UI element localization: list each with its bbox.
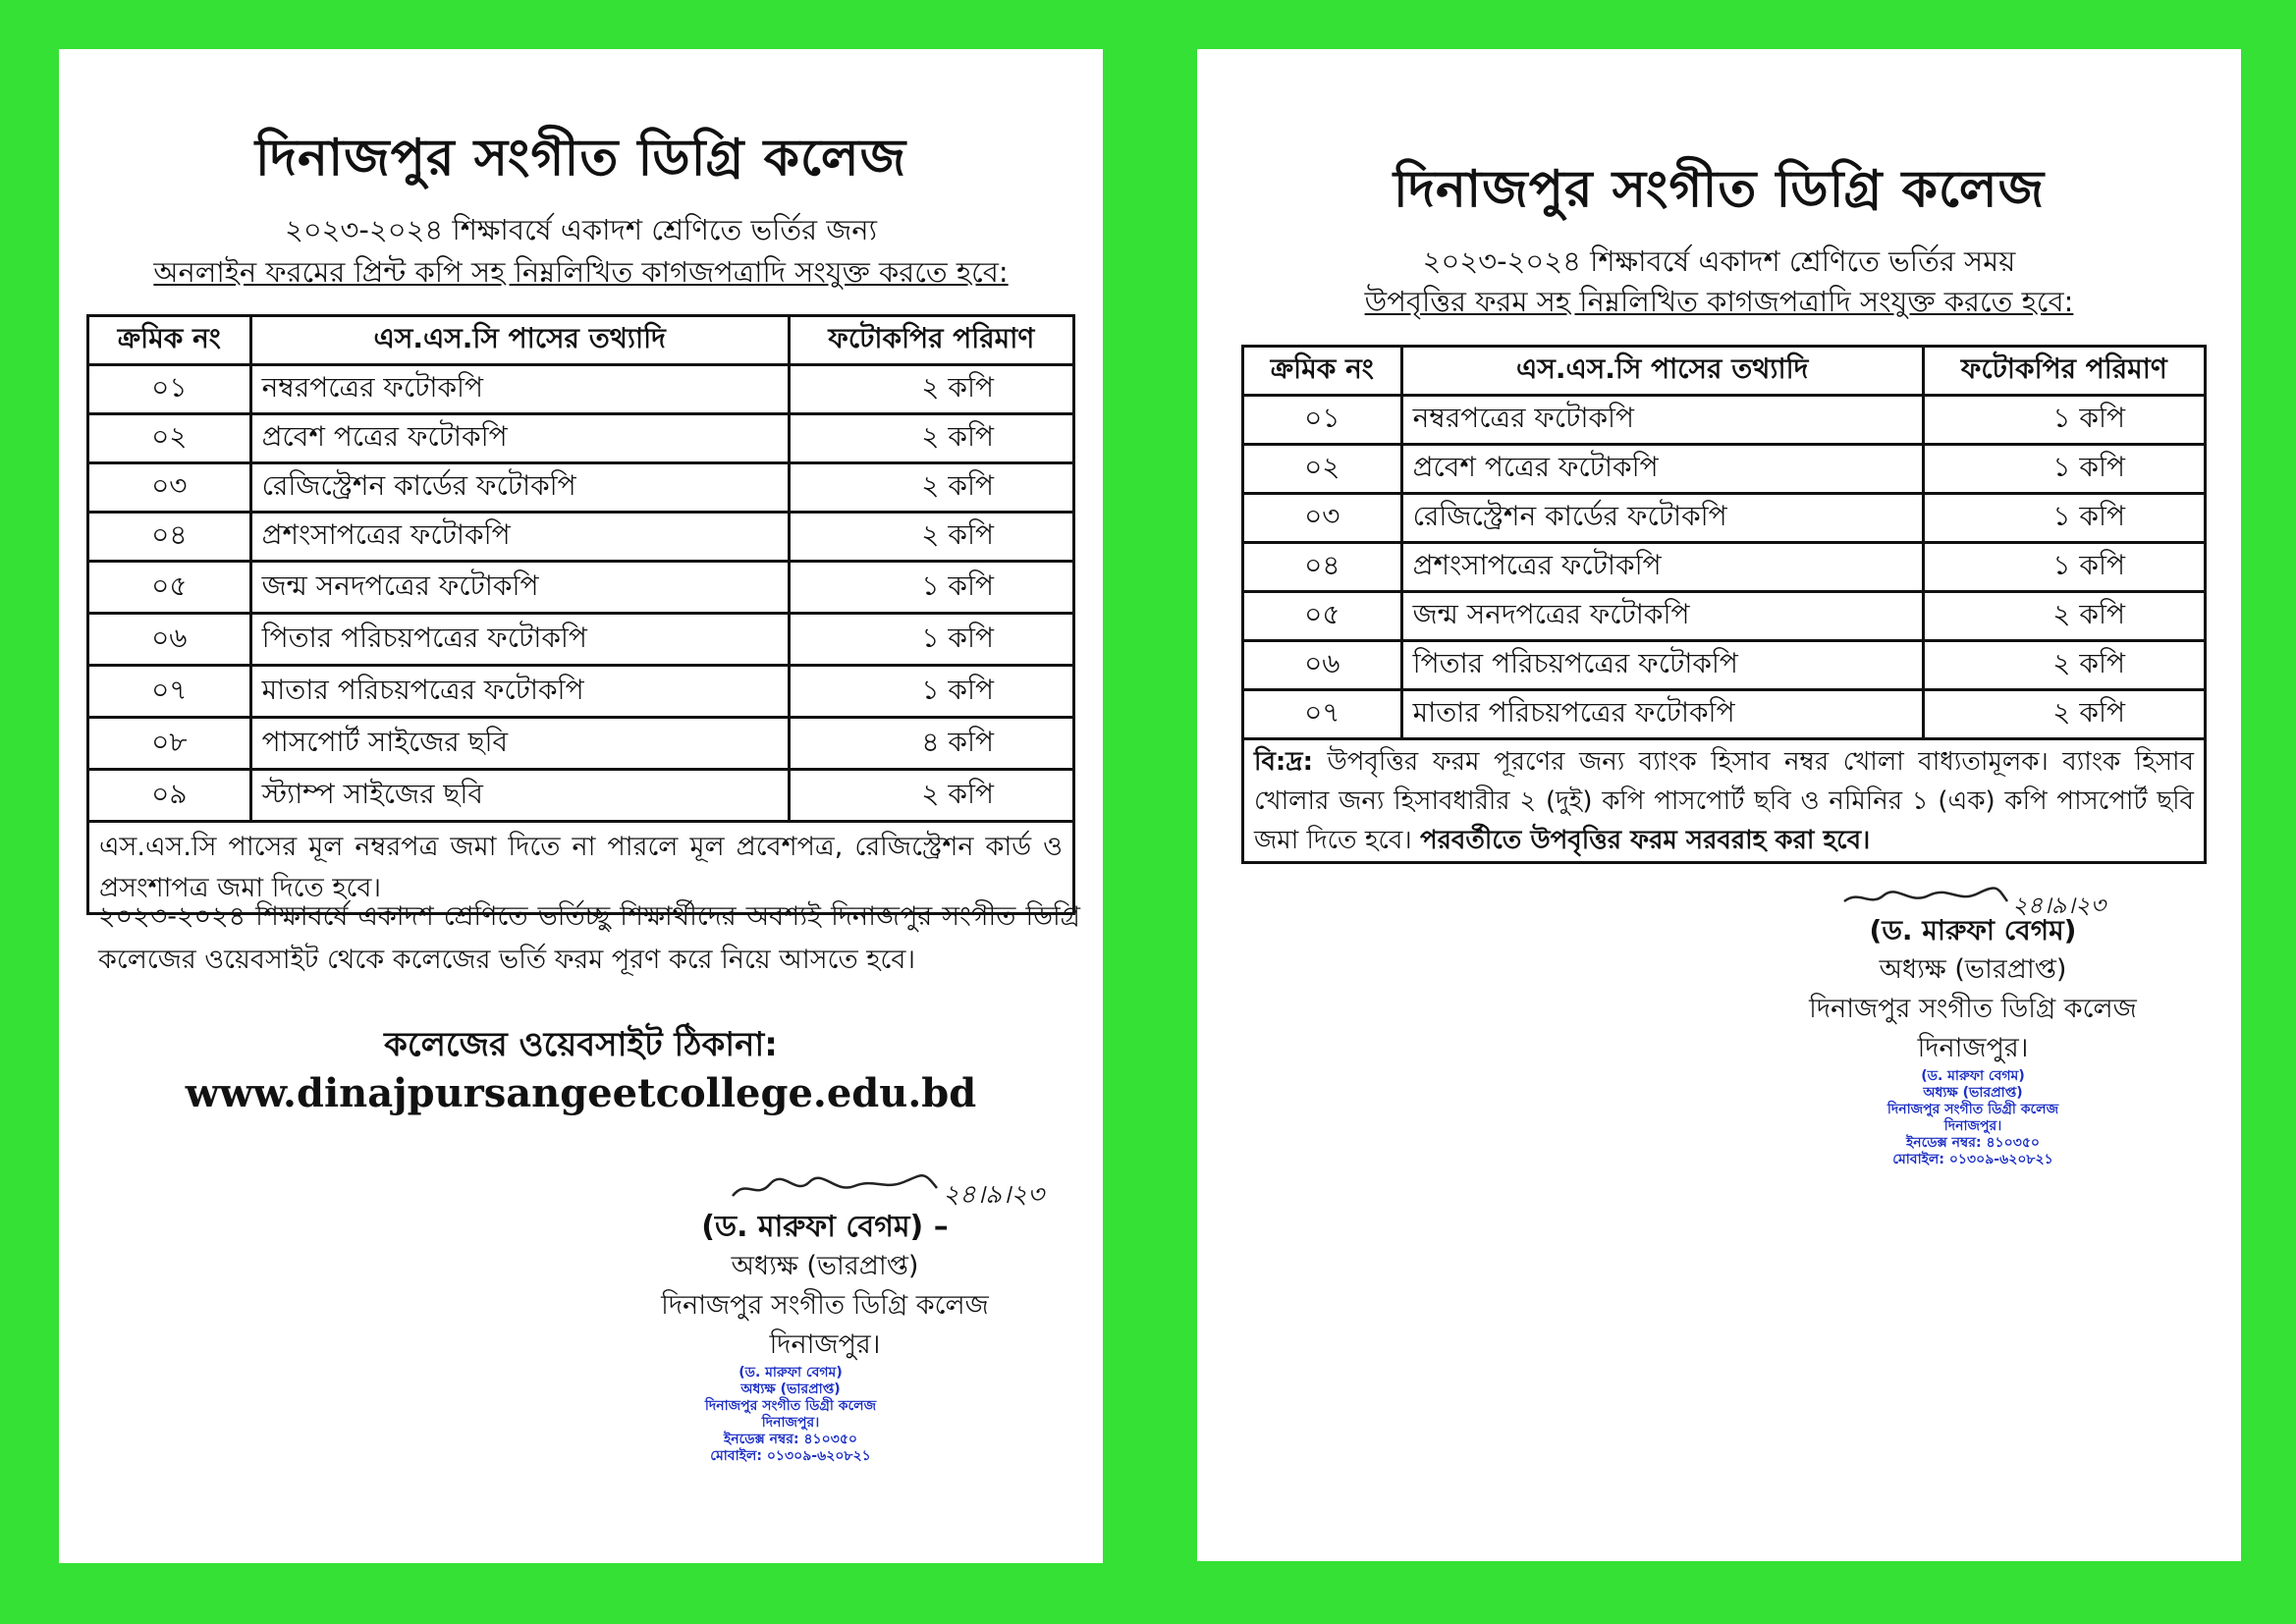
- row-quantity: ২ কপি: [789, 770, 1073, 822]
- signer-role: অধ্যক্ষ (ভারপ্রাপ্ত): [1879, 954, 2067, 985]
- row-quantity: ২ কপি: [789, 463, 1073, 513]
- row-item: প্রশংসাপত্রের ফটোকপি: [250, 513, 789, 562]
- table-row: [1243, 445, 2206, 494]
- row-item: মাতার পরিচয়পত্রের ফটোকপি: [250, 666, 789, 718]
- header-item: এস.এস.সি পাসের তথ্যাদি: [1401, 347, 1923, 396]
- table-row: [88, 614, 1074, 666]
- table-row: [88, 770, 1074, 822]
- row-item: নম্বরপত্রের ফটোকপি: [250, 365, 789, 414]
- row-quantity: ৪ কপি: [789, 718, 1073, 770]
- right-notice-page: [1197, 49, 2241, 1561]
- row-quantity: ১ কপি: [1923, 543, 2205, 592]
- row-serial: ০৯: [88, 770, 251, 822]
- row-item: প্রশংসাপত্রের ফটোকপি: [1401, 543, 1923, 592]
- website-label: কলেজের ওয়েবসাইট ঠিকানা:: [384, 1025, 778, 1064]
- row-serial: ০৬: [1243, 641, 1402, 690]
- header-serial: ক্রমিক নং: [88, 316, 251, 365]
- row-item: প্রবেশ পত্রের ফটোকপি: [250, 414, 789, 463]
- signer-role: অধ্যক্ষ (ভারপ্রাপ্ত): [731, 1251, 919, 1281]
- admission-subtitle: ২০২৩-২০২৪ শিক্ষাবর্ষে একাদশ শ্রেণিতে ভর্তির সময়: [1422, 244, 2016, 278]
- header-quantity: ফটোকপির পরিমাণ: [789, 316, 1073, 365]
- table-row: [88, 666, 1074, 718]
- row-item: জন্ম সনদপত্রের ফটোকপি: [1401, 592, 1923, 641]
- row-item: প্রবেশ পত্রের ফটোকপি: [1401, 445, 1923, 494]
- row-quantity: ২ কপি: [1923, 690, 2205, 739]
- row-serial: ০৩: [88, 463, 251, 513]
- signer-block: [1777, 911, 2169, 1068]
- row-quantity: ২ কপি: [789, 365, 1073, 414]
- row-quantity: ১ কপি: [1923, 445, 2205, 494]
- stamp-line: মোবাইল: ০১৩০৯-৬২০৮২১: [710, 1448, 871, 1464]
- signature-date: ২৪।৯।২৩: [943, 1180, 1045, 1210]
- row-serial: ০৪: [88, 513, 251, 562]
- row-serial: ০৩: [1243, 494, 1402, 543]
- row-item: রেজিস্ট্রেশন কার্ডের ফটোকপি: [250, 463, 789, 513]
- stamp-line: দিনাজপুর সংগীত ডিগ্রী কলেজ: [1886, 1102, 2059, 1117]
- note-text: উপবৃত্তির ফরম পূরণের জন্য ব্যাংক হিসাব নম্বর খোলা বাধ্যতামূলক। ব্যাংক হিসাব খোলার জন্য হিসাবধারীর ২ (দুই) কপি পাসপোর্ট ছবি ও নমিনির ১ (এক) কপি পাসপোর্ট ছবি জমা দিতে হবে।: [1254, 746, 2195, 855]
- table-row: [1243, 543, 2206, 592]
- signer-college: দিনাজপুর সংগীত ডিগ্রি কলেজ: [1809, 994, 2137, 1024]
- row-quantity: ১ কপি: [789, 614, 1073, 666]
- row-quantity: ১ কপি: [789, 562, 1073, 614]
- row-serial: ০৭: [88, 666, 251, 718]
- stamp-line: অধ্যক্ষ (ভারপ্রাপ্ত): [740, 1381, 841, 1397]
- table-row: [1243, 641, 2206, 690]
- instruction-line: উপবৃত্তির ফরম সহ নিম্নলিখিত কাগজপত্রাদি সংযুক্ত করতে হবে:: [1364, 285, 2074, 318]
- stamp-line: মোবাইল: ০১৩০৯-৬২০৮২১: [1892, 1152, 2053, 1167]
- table-row: [88, 414, 1074, 463]
- table-row: [1243, 396, 2206, 445]
- row-serial: ০২: [1243, 445, 1402, 494]
- admission-subtitle: ২০২৩-২০২৪ শিক্ষাবর্ষে একাদশ শ্রেণিতে ভর্তির জন্য: [284, 213, 878, 246]
- row-quantity: ২ কপি: [789, 414, 1073, 463]
- row-serial: ০৪: [1243, 543, 1402, 592]
- note-bold-text: পরবর্তীতে উপবৃত্তির ফরম সরবরাহ করা হবে।: [1419, 825, 1871, 855]
- header-item: এস.এস.সি পাসের তথ্যাদি: [250, 316, 789, 365]
- table-header-row: [88, 316, 1074, 365]
- documents-table: [86, 314, 1075, 915]
- row-serial: ০৫: [88, 562, 251, 614]
- row-quantity: ১ কপি: [789, 666, 1073, 718]
- instruction-line: অনলাইন ফরমের প্রিন্ট কপি সহ নিম্নলিখিত কাগজপত্রাদি সংযুক্ত করতে হবে:: [153, 255, 1009, 289]
- header-serial: ক্রমিক নং: [1243, 347, 1402, 396]
- header-quantity: ফটোকপির পরিমাণ: [1923, 347, 2205, 396]
- stamp-line: ইনডেক্স নম্বর: ৪১০৩৫০: [723, 1432, 858, 1447]
- row-serial: ০২: [88, 414, 251, 463]
- table-note-row: [1243, 739, 2206, 863]
- table-row: [88, 463, 1074, 513]
- note-label: বি:দ্র:: [1254, 746, 1313, 777]
- stamp-line: অধ্যক্ষ (ভারপ্রাপ্ত): [1923, 1085, 2023, 1101]
- table-row: [1243, 592, 2206, 641]
- row-serial: ০১: [88, 365, 251, 414]
- row-item: নম্বরপত্রের ফটোকপি: [1401, 396, 1923, 445]
- row-serial: ০৭: [1243, 690, 1402, 739]
- row-quantity: ১ কপি: [1923, 396, 2205, 445]
- stamp-line: দিনাজপুর।: [1943, 1118, 2002, 1134]
- college-title: দিনাজপুর সংগীত ডিগ্রি কলেজ: [1393, 160, 2046, 219]
- row-item: পিতার পরিচয়পত্রের ফটোকপি: [250, 614, 789, 666]
- admission-paragraph: ২০২৩-২০২৪ শিক্ষাবর্ষে একাদশ শ্রেণিতে ভর্তিচ্ছু শিক্ষার্থীদের অবশ্যই দিনাজপুর সংগীত ডিগ্রি কলেজের ওয়েবসাইট থেকে কলেজের ভর্তি ফরম পূরণ করে নিয়ে আসতে হবে।: [98, 901, 1080, 975]
- stamp-line: দিনাজপুর।: [761, 1415, 820, 1431]
- row-quantity: ২ কপি: [1923, 592, 2205, 641]
- row-item: জন্ম সনদপত্রের ফটোকপি: [250, 562, 789, 614]
- row-item: মাতার পরিচয়পত্রের ফটোকপি: [1401, 690, 1923, 739]
- table-note: এস.এস.সি পাসের মূল নম্বরপত্র জমা দিতে না পারলে মূল প্রবেশপত্র, রেজিস্ট্রেশন কার্ড ও প্রসংশাপত্র জমা দিতে হবে।: [88, 822, 1074, 914]
- office-seal-stamp: [678, 1365, 903, 1465]
- row-quantity: ২ কপি: [1923, 641, 2205, 690]
- table-note: [1243, 739, 2206, 863]
- table-row: [88, 718, 1074, 770]
- row-serial: ০৮: [88, 718, 251, 770]
- row-serial: ০৬: [88, 614, 251, 666]
- row-serial: ০৫: [1243, 592, 1402, 641]
- stamp-line: (ড. মারুফা বেগম): [1921, 1068, 2025, 1084]
- table-row: [88, 365, 1074, 414]
- signer-block: [629, 1208, 1021, 1365]
- signature-date: ২৪।৯।২৩: [2012, 892, 2106, 919]
- row-quantity: ২ কপি: [789, 513, 1073, 562]
- row-item: স্ট্যাম্প সাইজের ছবি: [250, 770, 789, 822]
- stamp-line: (ড. মারুফা বেগম): [738, 1365, 843, 1380]
- website-url: www.dinajpursangeetcollege.edu.bd: [185, 1070, 977, 1116]
- row-serial: ০১: [1243, 396, 1402, 445]
- table-header-row: [1243, 347, 2206, 396]
- office-seal-stamp: [1865, 1068, 2081, 1168]
- left-notice-page: [59, 49, 1103, 1563]
- stamp-line: ইনডেক্স নম্বর: ৪১০৩৫০: [1905, 1135, 2041, 1151]
- row-item: রেজিস্ট্রেশন কার্ডের ফটোকপি: [1401, 494, 1923, 543]
- row-item: পাসপোর্ট সাইজের ছবি: [250, 718, 789, 770]
- table-row: [88, 513, 1074, 562]
- table-row: [1243, 494, 2206, 543]
- table-row: [88, 562, 1074, 614]
- signer-name: (ড. মারুফা বেগম): [1869, 914, 2077, 947]
- signer-name: (ড. মারুফা বেগম) –: [701, 1210, 949, 1244]
- signer-city: দিনাজপুর।: [769, 1329, 881, 1360]
- college-title: দিনাজপুর সংগীত ডিগ্রি কলেজ: [254, 129, 907, 188]
- documents-table: [1241, 345, 2207, 864]
- signer-city: দিনাজপুর।: [1917, 1033, 2029, 1063]
- row-quantity: ১ কপি: [1923, 494, 2205, 543]
- signer-college: দিনাজপুর সংগীত ডিগ্রি কলেজ: [661, 1290, 989, 1321]
- stamp-line: দিনাজপুর সংগীত ডিগ্রী কলেজ: [704, 1398, 877, 1414]
- row-item: পিতার পরিচয়পত্রের ফটোকপি: [1401, 641, 1923, 690]
- table-row: [1243, 690, 2206, 739]
